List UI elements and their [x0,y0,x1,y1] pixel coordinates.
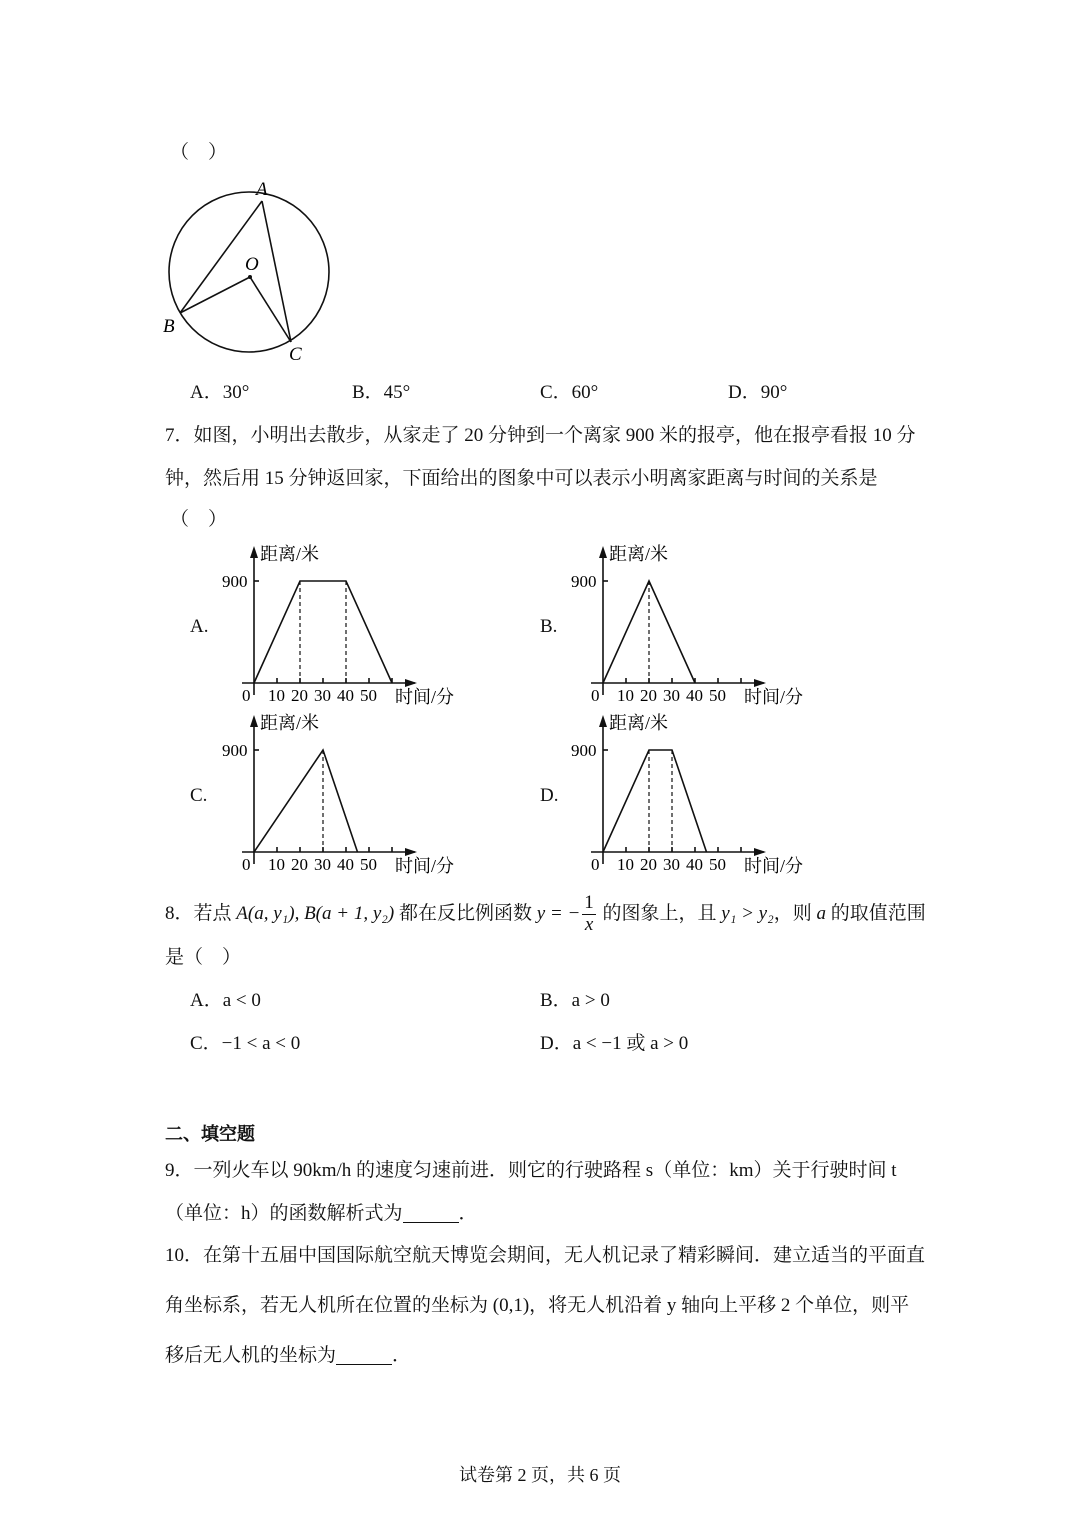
q6-option-c[interactable]: C．60° [540,382,599,403]
x-tick-label: 20 [291,855,308,874]
y-axis-arrow-icon [599,546,607,558]
q7-option-d-label[interactable]: D. [540,785,559,806]
q9-line2-text: （单位：h）的函数解析式为 [165,1203,403,1224]
section-title: 二、填空题 [165,1124,255,1145]
x-axis-label: 时间/分 [744,687,804,707]
x-tick-label: 10 [617,855,634,874]
label-b: B [163,316,175,337]
x-tick-label: 30 [663,855,680,874]
x-tick-label: 50 [360,855,377,874]
q10-period: ． [392,1345,412,1366]
x-tick-label: 40 [686,855,703,874]
x-tick-label: 20 [640,686,657,705]
x-tick-label: 10 [268,686,285,705]
q6-answer-paren: （ ） [170,142,228,163]
y-tick-label: 900 [571,572,597,591]
q7-graph-d [563,707,823,877]
x-axis-arrow-icon [754,848,766,856]
y-tick-label: 900 [222,572,248,591]
x-axis-arrow-icon [405,848,417,856]
q7-graph-c [214,707,474,877]
q7-graph-a [214,538,474,708]
q7-option-a-label[interactable]: A. [190,616,209,637]
x-tick-label: 30 [663,686,680,705]
q8-option-d[interactable]: D．a < −1 或 a > 0 [540,1033,689,1054]
q7-option-c-label[interactable]: C. [190,785,208,806]
distance-time-line [254,581,392,683]
distance-time-line [254,750,358,852]
origin-label: 0 [591,855,600,874]
y-axis-label: 距离/米 [260,713,320,733]
x-tick-label: 40 [337,855,354,874]
q8-var: a [816,902,826,924]
q7-answer-paren: （ ） [170,509,228,530]
q8-option-c[interactable]: C．−1 < a < 0 [190,1033,301,1054]
q8-line2: 是（ ） [165,947,242,968]
page-footer: 试卷第 2 页，共 6 页 [459,1465,621,1485]
q8-mid: 都在反比例函数 [394,902,537,924]
q6-circle-figure [155,170,345,370]
q10-line3-text: 移后无人机的坐标为 [165,1345,337,1366]
x-tick-label: 10 [268,855,285,874]
q8-cond-pre: 的图象上，且 [597,902,722,924]
y-axis-arrow-icon [250,715,258,727]
q9-line2 [165,1204,478,1223]
q7-graph-b [563,538,823,708]
q8-points: A(a, y₁), B(a + 1, y₂) [236,902,395,924]
q10-line1: 10．在第十五届中国国际航空航天博览会期间，无人机记录了精彩瞬间．建立适当的平面直 [165,1245,926,1266]
q10-line3 [165,1346,411,1365]
q8-prefix: 8．若点 [165,902,237,924]
q8-frac-num: 1 [584,892,594,913]
origin-label: 0 [591,686,600,705]
q7-line2: 钟，然后用 15 分钟返回家，下面给出的图象中可以表示小明离家距离与时间的关系是 [165,468,878,489]
q8-tail: 的取值范围 [825,902,926,924]
q10-answer-blank[interactable] [336,1346,392,1365]
q10-line2: 角坐标系，若无人机所在位置的坐标为 (0,1)，将无人机沿着 y 轴向上平移 2 个单位，则平 [165,1295,910,1316]
x-tick-label: 40 [337,686,354,705]
q9-answer-blank[interactable] [403,1204,459,1223]
x-tick-label: 30 [314,686,331,705]
x-axis-label: 时间/分 [744,856,804,876]
x-tick-label: 50 [709,855,726,874]
q6-option-b[interactable]: B．45° [352,382,411,403]
x-tick-label: 50 [360,686,377,705]
q8-option-a[interactable]: A．a < 0 [190,990,261,1011]
label-c: C [289,344,302,365]
y-axis-label: 距离/米 [609,713,669,733]
x-axis-label: 时间/分 [395,856,455,876]
origin-label: 0 [242,855,251,874]
x-tick-label: 30 [314,855,331,874]
q7-line1: 7．如图，小明出去散步，从家走了 20 分钟到一个离家 900 米的报亭，他在报亭看报 10 分 [165,425,916,446]
q6-option-d[interactable]: D．90° [728,382,788,403]
origin-label: 0 [242,686,251,705]
x-axis-label: 时间/分 [395,687,455,707]
label-a: A [256,179,268,200]
x-tick-label: 10 [617,686,634,705]
q8-frac-den: x [584,913,594,935]
x-tick-label: 40 [686,686,703,705]
q9-line1: 9．一列火车以 90km/h 的速度匀速前进．则它的行驶路程 s（单位：km）关于行驶时间 t [165,1160,897,1181]
y-tick-label: 900 [571,741,597,760]
x-tick-label: 20 [640,855,657,874]
y-axis-label: 距离/米 [260,544,320,564]
y-axis-label: 距离/米 [609,544,669,564]
y-axis-arrow-icon [250,546,258,558]
x-tick-label: 20 [291,686,308,705]
q7-option-b-label[interactable]: B. [540,616,558,637]
q8-line1 [165,893,926,936]
q9-period: ． [458,1203,478,1224]
distance-time-line [603,750,707,852]
q8-option-b[interactable]: B．a > 0 [540,990,610,1011]
x-tick-label: 50 [709,686,726,705]
q6-option-a[interactable]: A．30° [190,382,250,403]
chord-ac [262,201,291,342]
x-axis-arrow-icon [754,679,766,687]
q8-cond: y₁ > y₂ [721,902,774,924]
q8-cond-post: ，则 [773,902,817,924]
radius-ob [180,277,250,313]
q8-fraction [582,893,596,936]
y-axis-arrow-icon [599,715,607,727]
q8-func-lhs: y = − [536,902,581,924]
y-tick-label: 900 [222,741,248,760]
label-o: O [245,254,259,275]
x-axis-arrow-icon [405,679,417,687]
center-point [248,275,252,279]
